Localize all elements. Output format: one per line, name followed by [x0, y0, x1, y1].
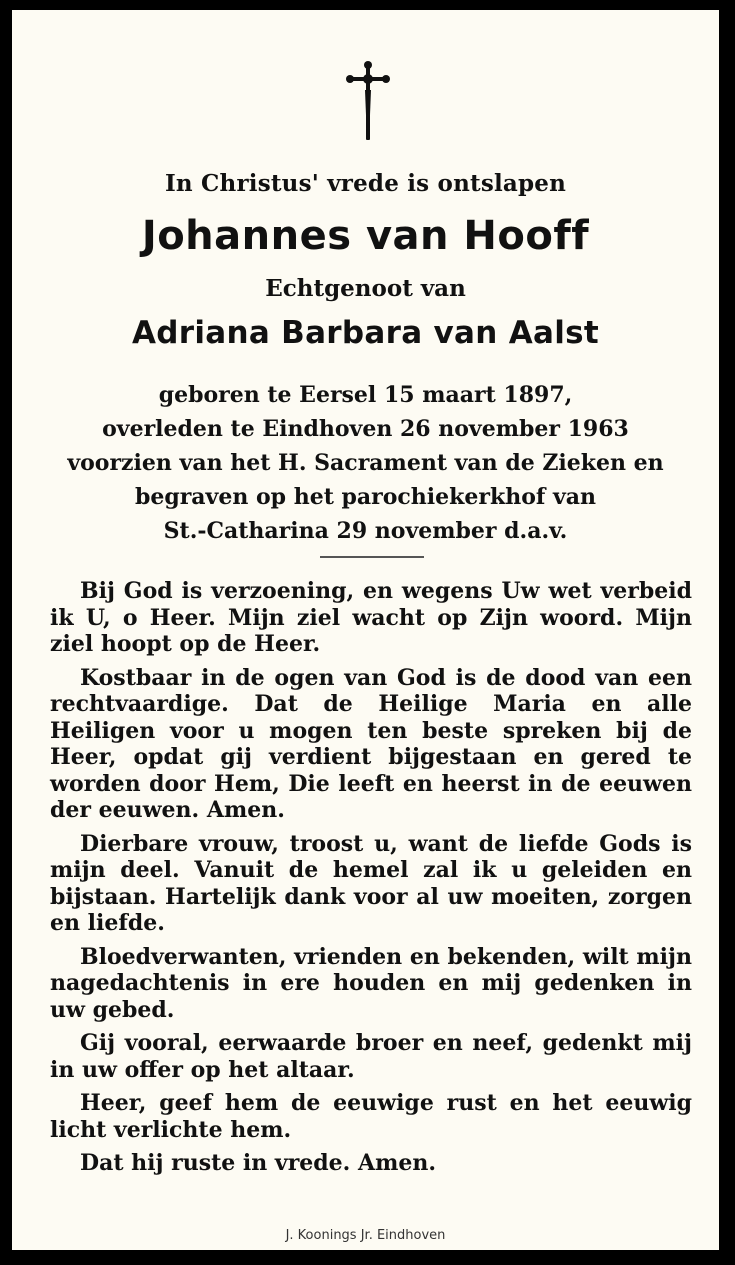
- paragraph: Dat hij ruste in vrede. Amen.: [80, 1150, 436, 1176]
- death-line: overleden te Eindhoven 26 november 1963: [102, 416, 629, 442]
- paragraph: Dierbare vrouw, troost u, want de liefde Gods is mijn deel. Vanuit de hemel zal ik u geleiden en bijstaan. Hartelijk dank voor al uw moeiten, zorgen en liefde.: [50, 830, 692, 936]
- divider: [320, 556, 424, 558]
- prayer-text: [50, 578, 692, 1184]
- burial-date-line: St.-Catharina 29 november d.a.v.: [163, 518, 568, 544]
- cross-icon: [346, 60, 390, 142]
- paragraph: Gij vooral, eerwaarde broer en neef, gedenkt mij in uw offer op het altaar.: [50, 1030, 692, 1083]
- memorial-card: [12, 10, 719, 1250]
- paragraph: Kostbaar in de ogen van God is de dood van een rechtvaardige. Dat de Heilige Maria en alle Heiligen voor u mogen ten beste spreken bij de Heer, opdat gij verdient bijgestaan en gered te worden door Hem, Die leeft en heerst in de eeuwen der eeuwen. Amen.: [50, 664, 692, 823]
- sacrament-line: voorzien van het H. Sacrament van de Zieken en: [67, 450, 664, 476]
- paragraph: Bloedverwanten, vrienden en bekenden, wilt mijn nagedachtenis in ere houden en mij gedenken in uw gebed.: [50, 943, 692, 1023]
- intro-line: In Christus' vrede is ontslapen: [164, 170, 567, 197]
- spouse-name: Adriana Barbara van Aalst: [131, 315, 600, 351]
- printer-credit: J. Koonings Jr. Eindhoven: [285, 1228, 446, 1243]
- deceased-name: Johannes van Hooff: [141, 213, 590, 259]
- birth-line: geboren te Eersel 15 maart 1897,: [158, 382, 573, 408]
- paragraph: Bij God is verzoening, en wegens Uw wet verbeid ik U, o Heer. Mijn ziel wacht op Zijn woord. Mijn ziel hoopt op de Heer.: [50, 578, 692, 657]
- paragraph: Heer, geef hem de eeuwige rust en het eeuwig licht verlichte hem.: [50, 1090, 692, 1143]
- life-details: [12, 378, 719, 548]
- spouse-label: Echtgenoot van: [265, 275, 466, 302]
- burial-line: begraven op het parochiekerkhof van: [134, 484, 597, 510]
